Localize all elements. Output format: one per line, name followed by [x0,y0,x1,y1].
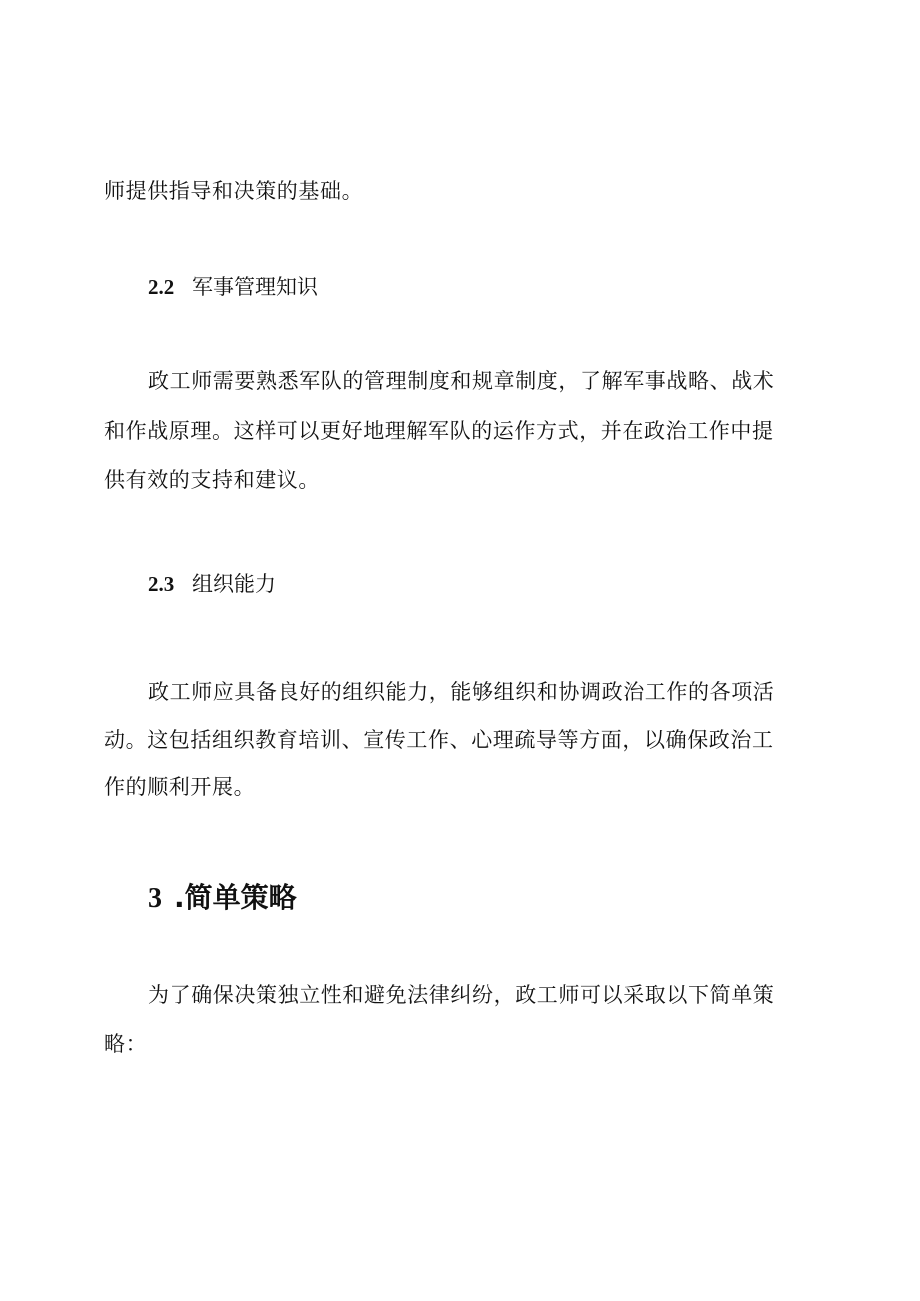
section-title: 组织能力 [192,572,276,596]
paragraph-line: 供有效的支持和建议。 [104,468,320,492]
section-title: 军事管理知识 [192,275,318,299]
paragraph-line: 政工师应具备良好的组织能力，能够组织和协调政治工作的各项活 [148,680,775,704]
section-title: .简单策略 [174,881,297,914]
section-heading-2-2 [148,272,318,302]
section-number: 3 [148,883,162,914]
section-number: 2.3 [148,572,175,596]
paragraph-line: 动。这包括组织教育培训、宣传工作、心理疏导等方面，以确保政治工 [104,728,774,752]
paragraph-line: 作的顺利开展。 [104,775,256,799]
paragraph-line: 政工师需要熟悉军队的管理制度和规章制度，了解军事战略、战术 [148,369,775,393]
paragraph-line: 师提供指导和决策的基础。 [104,179,364,203]
paragraph-line: 为了确保决策独立性和避免法律纠纷，政工师可以采取以下简单策 [148,983,775,1007]
section-heading-2-3 [148,569,276,599]
section-number: 2.2 [148,275,175,299]
paragraph-line: 略： [104,1032,148,1056]
section-heading-3 [148,880,297,917]
paragraph-line: 和作战原理。这样可以更好地理解军队的运作方式，并在政治工作中提 [104,419,774,443]
